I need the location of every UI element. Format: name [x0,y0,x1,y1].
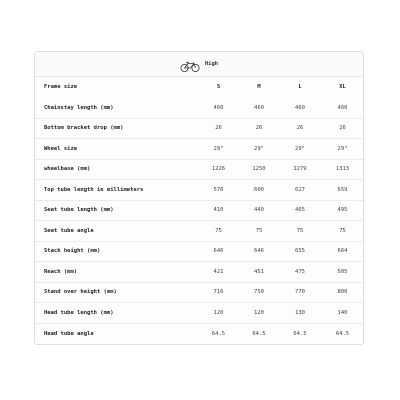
cell-value: 64.5 [335,330,350,337]
cell-value: 460 [337,104,348,111]
row-label: Wheel size [44,145,78,152]
row-label: Stand over height (mm) [44,289,117,296]
row-label: Bottom bracket drop (mm) [44,125,124,132]
row-label: Head tube angle [44,330,94,337]
cell-value: 26 [255,125,263,132]
cell-value: 75 [339,227,346,234]
geometry-table [35,77,365,344]
cell-value: 1226 [211,166,226,173]
row-label: Chainstay length (mm) [44,104,114,111]
cell-value: 140 [337,309,348,316]
cell-value: 26 [215,125,222,132]
table-row [35,98,365,119]
cell-value: 120 [213,309,224,316]
cell-value: 627 [295,186,305,193]
row-label: Stack height (mm) [44,248,101,255]
cell-value: 1250 [252,166,266,173]
frame-size-header: Frame size [44,84,78,91]
table-row [35,303,365,324]
cell-value: 664 [337,248,348,255]
table-row [35,323,365,344]
cell-value: 646 [213,248,224,255]
cell-value: 410 [213,207,224,214]
table-row [35,262,365,283]
cell-value: 29" [213,145,224,152]
geometry-table-card [34,51,364,345]
cell-value: 26 [296,125,304,132]
cell-value: 505 [337,268,348,275]
cell-value: 26 [339,125,346,132]
cell-value: 716 [213,289,224,296]
table-row [35,159,365,180]
size-header-l: L [298,84,302,91]
geometry-setting-label: High [204,61,219,67]
cell-value: 29" [337,145,348,152]
size-header-s: S [216,84,221,91]
cell-value: 130 [295,309,305,316]
table-row [35,282,365,303]
cell-value: 770 [295,289,305,296]
cell-value: 460 [213,104,224,111]
size-header-xl: XL [339,84,346,91]
table-row [35,139,365,160]
table-row [35,241,365,262]
cell-value: 120 [254,309,264,316]
table-row [35,118,365,139]
cell-value: 460 [254,104,264,111]
row-label: Head tube length (mm) [44,309,114,316]
table-row [35,180,365,201]
cell-value: 75 [255,227,263,234]
cell-value: 64.5 [211,330,226,337]
cell-value: 646 [254,248,264,255]
row-label: wheelbase (mm) [44,166,91,173]
cell-value: 64.5 [293,330,307,337]
table-header-row [35,77,365,98]
cell-value: 1279 [293,166,307,173]
cell-value: 475 [295,268,305,275]
bike-geometry-icon [180,58,200,70]
cell-value: 800 [337,289,348,296]
cell-value: 570 [213,186,224,193]
cell-value: 655 [295,248,305,255]
cell-value: 451 [254,268,264,275]
cell-value: 29" [254,145,264,152]
table-row [35,221,365,242]
cell-value: 75 [296,227,304,234]
cell-value: 421 [213,268,224,275]
cell-value: 659 [337,186,348,193]
table-row [35,200,365,221]
geometry-setting-header[interactable] [35,52,363,77]
cell-value: 460 [295,104,305,111]
row-label: Top tube length in millimeters [44,186,144,193]
row-label: Reach (mm) [44,268,78,275]
cell-value: 750 [254,289,264,296]
row-label: Seat tube length (mm) [44,207,114,214]
cell-value: 1313 [335,166,350,173]
row-label: Seat tube angle [44,227,94,234]
cell-value: 465 [295,207,305,214]
cell-value: 495 [337,207,348,214]
cell-value: 440 [254,207,264,214]
cell-value: 600 [254,186,264,193]
cell-value: 64.5 [252,330,266,337]
size-header-m: M [257,84,261,91]
cell-value: 75 [215,227,222,234]
cell-value: 29" [295,145,305,152]
